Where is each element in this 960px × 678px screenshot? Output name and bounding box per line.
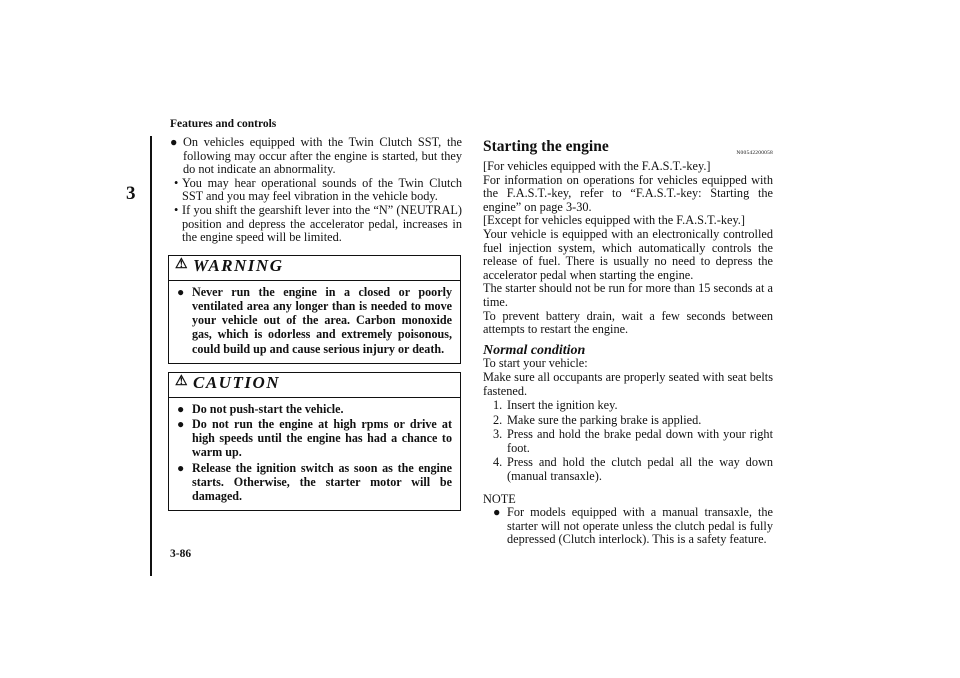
bullet-icon: ● xyxy=(177,284,185,299)
caution-title: CAUTION xyxy=(193,372,281,392)
bullet-icon: ● xyxy=(177,460,185,475)
paragraph: Your vehicle is equipped with an electronically controlled fuel injection system, which automatically controls the release of fuel. There is usually no need to depress the accelerator pedal when starting the engine. xyxy=(483,226,773,282)
bullet-icon: ● xyxy=(177,416,185,431)
paragraph: The starter should not be run for more than 15 seconds at a time. xyxy=(483,281,773,309)
step-item: 4. Press and hold the clutch pedal all the way down (manual transaxle). xyxy=(493,455,773,484)
sub-item: • You may hear operational sounds of the Twin Clutch SST and you may feel vibration in the vehicle body. xyxy=(174,175,462,204)
dot-icon: • xyxy=(174,202,179,217)
dot-icon: • xyxy=(174,175,179,190)
chapter-divider xyxy=(150,136,152,576)
caution-item: ● Do not push-start the vehicle. xyxy=(177,401,344,416)
caution-triangle-icon: ⚠ xyxy=(175,373,190,389)
right-column xyxy=(483,140,773,547)
note-label: NOTE xyxy=(483,491,516,506)
page-header: Features and controls xyxy=(170,118,277,130)
warning-title: WARNING xyxy=(193,255,284,275)
step-item: 3. Press and hold the brake pedal down with your right foot. xyxy=(493,427,773,455)
caution-item: ● Do not run the engine at high rpms or drive at high speeds until the engine has had a chance to warm up. xyxy=(177,416,452,460)
paragraph: [For vehicles equipped with the F.A.S.T.-key.] xyxy=(483,159,711,173)
caution-item: ● Release the ignition switch as soon as the engine starts. Otherwise, the starter motor will be damaged. xyxy=(177,460,452,503)
sub-item: • If you shift the gearshift lever into the “N” (NEUTRAL) position and depress the accelerator pedal, increases in the engine speed will be limited. xyxy=(174,202,462,245)
paragraph: [Except for vehicles equipped with the F.A.S.T.-key.] xyxy=(483,213,745,228)
paragraph: To prevent battery drain, wait a few seconds between attempts to restart the engine. xyxy=(483,308,773,337)
step-item: 1. Insert the ignition key. xyxy=(493,398,618,413)
warning-item: ● Never run the engine in a closed or poorly ventilated area any longer than is needed to move your vehicle out of the area. Carbon monoxide gas, which is odorless and extremely poisonous, could build up and cause serious injury or death. xyxy=(177,284,452,356)
caution-box xyxy=(168,372,461,511)
warning-box xyxy=(168,255,461,364)
left-column xyxy=(170,136,462,511)
paragraph: To start your vehicle: xyxy=(483,356,588,371)
warning-triangle-icon: ⚠ xyxy=(175,256,190,272)
bullet-icon: ● xyxy=(493,505,501,520)
section-code: N00542200058 xyxy=(736,150,773,156)
bullet-icon: ● xyxy=(177,401,185,416)
section-title: Starting the engine xyxy=(483,138,609,155)
step-item: 2. Make sure the parking brake is applied. xyxy=(493,412,702,427)
note-item: ● For models equipped with a manual transaxle, the starter will not operate unless the clutch pedal is fully depressed (Clutch interlock). This is a safety feature. xyxy=(493,505,773,547)
chapter-number: 3 xyxy=(126,183,136,204)
page-number: 3-86 xyxy=(170,548,192,560)
subsection-title: Normal condition xyxy=(483,342,586,358)
paragraph: For information on operations for vehicles equipped with the F.A.S.T.-key, refer to “F.A.S.T.-key: Starting the engine” on page 3-30. xyxy=(483,172,773,214)
paragraph: Make sure all occupants are properly seated with seat belts fastened. xyxy=(483,369,773,398)
bullet-icon: ● xyxy=(170,135,178,149)
intro-bullet: ● On vehicles equipped with the Twin Clutch SST, the following may occur after the engine is started, but they do not indicate an abnormality. xyxy=(170,135,462,177)
